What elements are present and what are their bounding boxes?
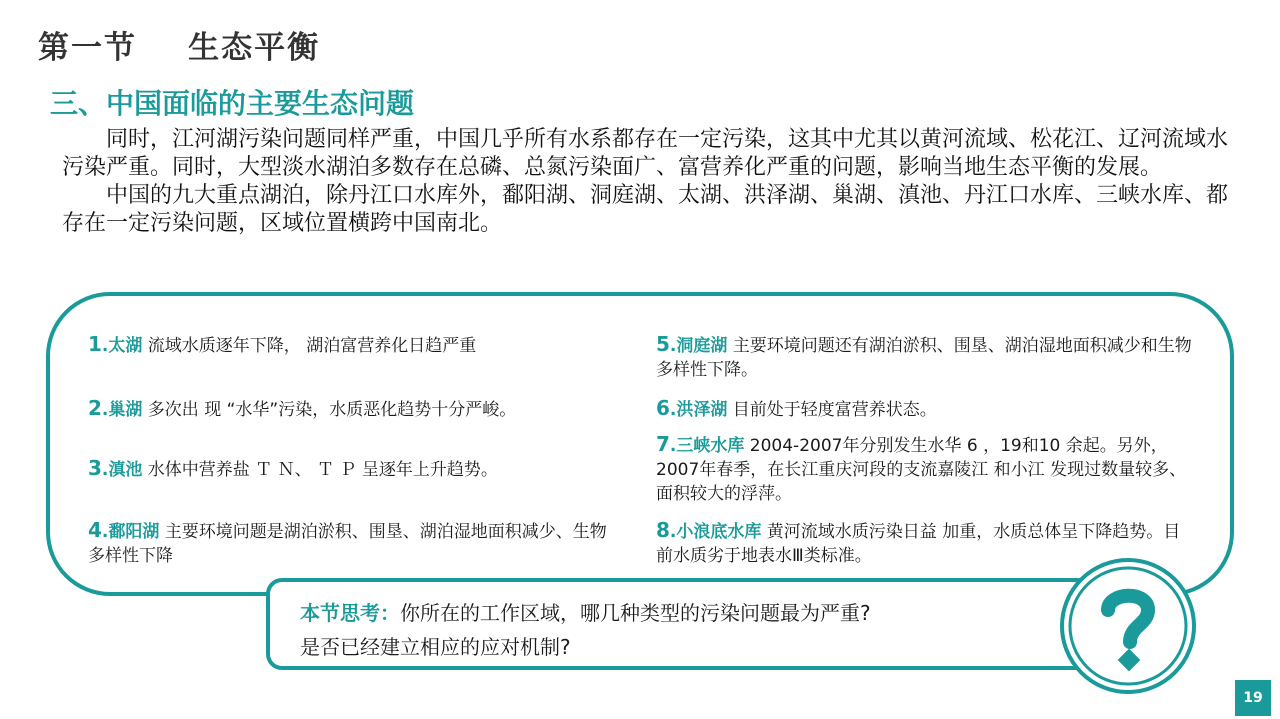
- lakes-panel: [46, 292, 1234, 596]
- lake-name: .滇池: [101, 460, 143, 480]
- lake-name: .太湖: [101, 336, 143, 356]
- lake-description: 主要环境问题是湖泊淤积、围垦、湖泊湿地面积减少、生物多样性下降: [88, 522, 607, 566]
- lake-number: 5: [656, 332, 670, 356]
- reflection-line: 是否已经建立相应的应对机制?: [300, 635, 571, 659]
- lake-name: .洪泽湖: [669, 400, 728, 420]
- lake-item: [88, 518, 618, 568]
- page-number: 19: [1235, 680, 1271, 716]
- reflection-line: [300, 596, 1118, 630]
- question-mark-icon: [1058, 556, 1198, 696]
- reflection-question: 你所在的工作区域，哪几种类型的污染问题最为严重?: [400, 601, 871, 625]
- lake-item: [88, 332, 618, 358]
- lake-description: 2004-2007年分别发生水华 6 ，19和10 余起。另外，2007年春季，在长江重庆河段的支流嘉陵江 和小江 发现过数量较多、面积较大的浮萍。: [656, 436, 1187, 504]
- lake-number: 2: [88, 396, 102, 420]
- lake-name: .三峡水库: [669, 436, 745, 456]
- lake-description: 主要环境问题还有湖泊淤积、围垦、湖泊湿地面积减少和生物多样性下降。: [656, 336, 1192, 380]
- lake-number: 8: [656, 518, 670, 542]
- intro-text: [62, 126, 1234, 238]
- intro-paragraph: 中国的九大重点湖泊，除丹江口水库外，鄱阳湖、洞庭湖、太湖、洪泽湖、巢湖、滇池、丹江口水库、三峡水库、都存在一定污染问题，区域位置横跨中国南北。: [62, 183, 1229, 236]
- lake-description: 黄河流域水质污染日益 加重，水质总体呈下降趋势。目前水质劣于地表水Ⅲ类标准。: [656, 522, 1181, 566]
- lake-number: 1: [88, 332, 102, 356]
- lake-number: 7: [656, 432, 670, 456]
- lake-item: [656, 432, 1196, 506]
- lake-description: 流域水质逐年下降， 湖泊富营养化日趋严重: [142, 336, 477, 356]
- page-subtitle: 三、中国面临的主要生态问题: [50, 87, 415, 120]
- lake-name: .洞庭湖: [669, 336, 728, 356]
- intro-paragraph: 同时，江河湖污染问题同样严重，中国几乎所有水系都存在一定污染，这其中尤其以黄河流域、松花江、辽河流域水污染严重。同时，大型淡水湖泊多数存在总磷、总氮污染面广、富营养化严重的问题，影响当地生态平衡的发展。: [62, 127, 1229, 180]
- lake-item: [88, 456, 538, 482]
- lake-name: .巢湖: [101, 400, 143, 420]
- lake-item: [656, 396, 1196, 422]
- lake-item: [88, 396, 618, 422]
- lake-number: 6: [656, 396, 670, 420]
- reflection-box: [266, 578, 1122, 670]
- lake-description: 多次出 现 “水华”污染，水质恶化趋势十分严峻。: [142, 400, 517, 420]
- lake-description: 目前处于轻度富营养状态。: [727, 400, 937, 420]
- lake-name: .鄱阳湖: [101, 522, 160, 542]
- lake-description: 水体中营养盐 Ｔ Ｎ、 Ｔ Ｐ 呈逐年上升趋势。: [142, 460, 498, 480]
- lake-item: [656, 332, 1196, 382]
- section-title: 第一节 生态平衡: [38, 30, 321, 66]
- lake-number: 3: [88, 456, 102, 480]
- lake-number: 4: [88, 518, 102, 542]
- lake-name: .小浪底水库: [669, 522, 762, 542]
- reflection-label: 本节思考：: [300, 601, 400, 625]
